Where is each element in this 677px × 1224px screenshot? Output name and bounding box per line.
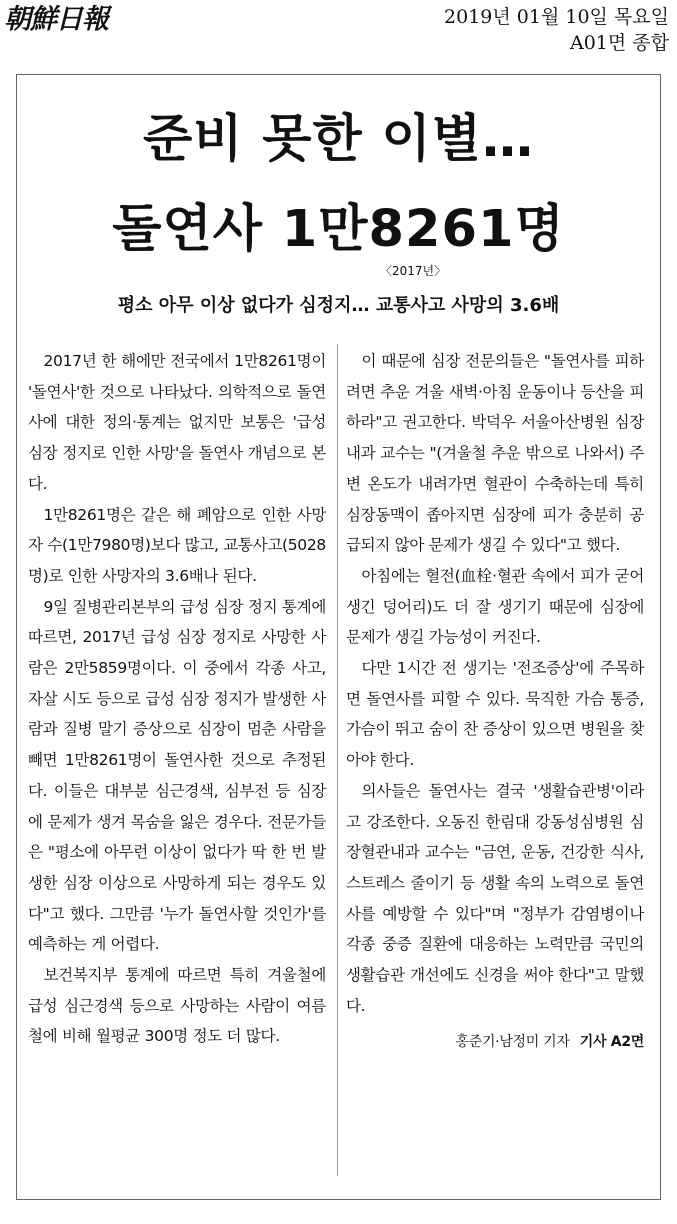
- headline-year-note: 〈2017년〉: [380, 264, 447, 278]
- subheadline: 평소 아무 이상 없다가 심정지… 교통사고 사망의 3.6배: [117, 295, 560, 316]
- paragraph: 아침에는 혈전(血栓·혈관 속에서 피가 굳어 생긴 덩어리)도 더 잘 생기기 때문에 심장에 문제가 생길 가능성이 커진다.: [346, 566, 644, 647]
- headline-line-2: 돌연사 1만8261명: [112, 200, 565, 259]
- issue-date: 2019년 01월 10일 목요일: [444, 6, 669, 28]
- page-section: A01면 종합: [570, 32, 669, 54]
- byline: [346, 1027, 644, 1058]
- paragraph: 9일 질병관리본부의 급성 심장 정지 통계에 따르면, 2017년 급성 심장 정지로 사망한 사람은 2만5859명이다. 이 중에서 각종 사고, 자살 시도 등으로 급성 심장 정지가 발생한 사람과 질병 말기 증상으로 심장이 멈춘 사람을 빼면 1만8261명이 돌연사한 것으로 추정된다. 이들은 대부분 심근경색, 심부전 등 심장에 문제가 생겨 목숨을 잃은 경우다. 전문가들은 "평소에 아무런 이상이 없다가 딱 한 번 발생한 심장 이상으로 사망하게 되는 경우도 있다"고 했다. 그만큼 '누가 돌연사할 것인가'를 예측하는 게 어렵다.: [28, 597, 326, 954]
- headline-line-1: 준비 못한 이별…: [142, 110, 535, 169]
- paragraph: 의사들은 돌연사는 결국 '생활습관병'이라고 강조한다. 오동진 한림대 강동성심병원 심장혈관내과 교수는 "금연, 운동, 건강한 식사, 스트레스 줄이기 등 생활 속의 노력으로 돌연사를 예방할 수 있다"며 "정부가 감염병이나 각종 중증 질환에 대응하는 노력만큼 국민의 생활습관 개선에도 신경을 써야 한다"고 말했다.: [346, 781, 644, 1015]
- column-divider: [337, 344, 338, 1176]
- paragraph: 2017년 한 해에만 전국에서 1만8261명이 '돌연사'한 것으로 나타났다. 의학적으로 돌연사에 대한 정의·통계는 없지만 보통은 '급성 심장 정지로 인한 사망'을 돌연사 개념으로 본다.: [28, 352, 326, 493]
- paragraph: 1만8261명은 같은 해 폐암으로 인한 사망자 수(1만7980명)보다 많고, 교통사고(5028명)로 인한 사망자의 3.6배나 된다.: [28, 505, 326, 585]
- article-column-right: [346, 346, 644, 1058]
- newspaper-logo: 朝鮮日報: [4, 4, 108, 35]
- paragraph: 보건복지부 통계에 따르면 특히 겨울철에 급성 심근경색 등으로 사망하는 사람이 여름철에 비해 월평균 300명 정도 더 많다.: [28, 966, 326, 1046]
- paragraph: 다만 1시간 전 생기는 '전조증상'에 주목하면 돌연사를 피할 수 있다. 묵직한 가슴 통증, 가슴이 뛰고 숨이 찬 증상이 있으면 병원을 찾아야 한다.: [346, 659, 644, 770]
- related-article-ref: 기사 A2면: [579, 1034, 644, 1051]
- reporter-names: 홍준기·남정미 기자: [455, 1034, 570, 1051]
- paragraph: 이 때문에 심장 전문의들은 "돌연사를 피하려면 추운 겨울 새벽·아침 운동이나 등산을 피하라"고 권고한다. 박덕우 서울아산병원 심장내과 교수는 "(겨울철 추운 밖으로 나와서) 주변 온도가 내려가면 혈관이 수축하는데 특히 심장동맥이 좁아지면 심장에 피가 충분히 공급되지 않아 문제가 생길 수 있다"고 했다.: [346, 352, 644, 555]
- issue-info: [444, 4, 669, 56]
- article-column-left: [28, 346, 326, 1052]
